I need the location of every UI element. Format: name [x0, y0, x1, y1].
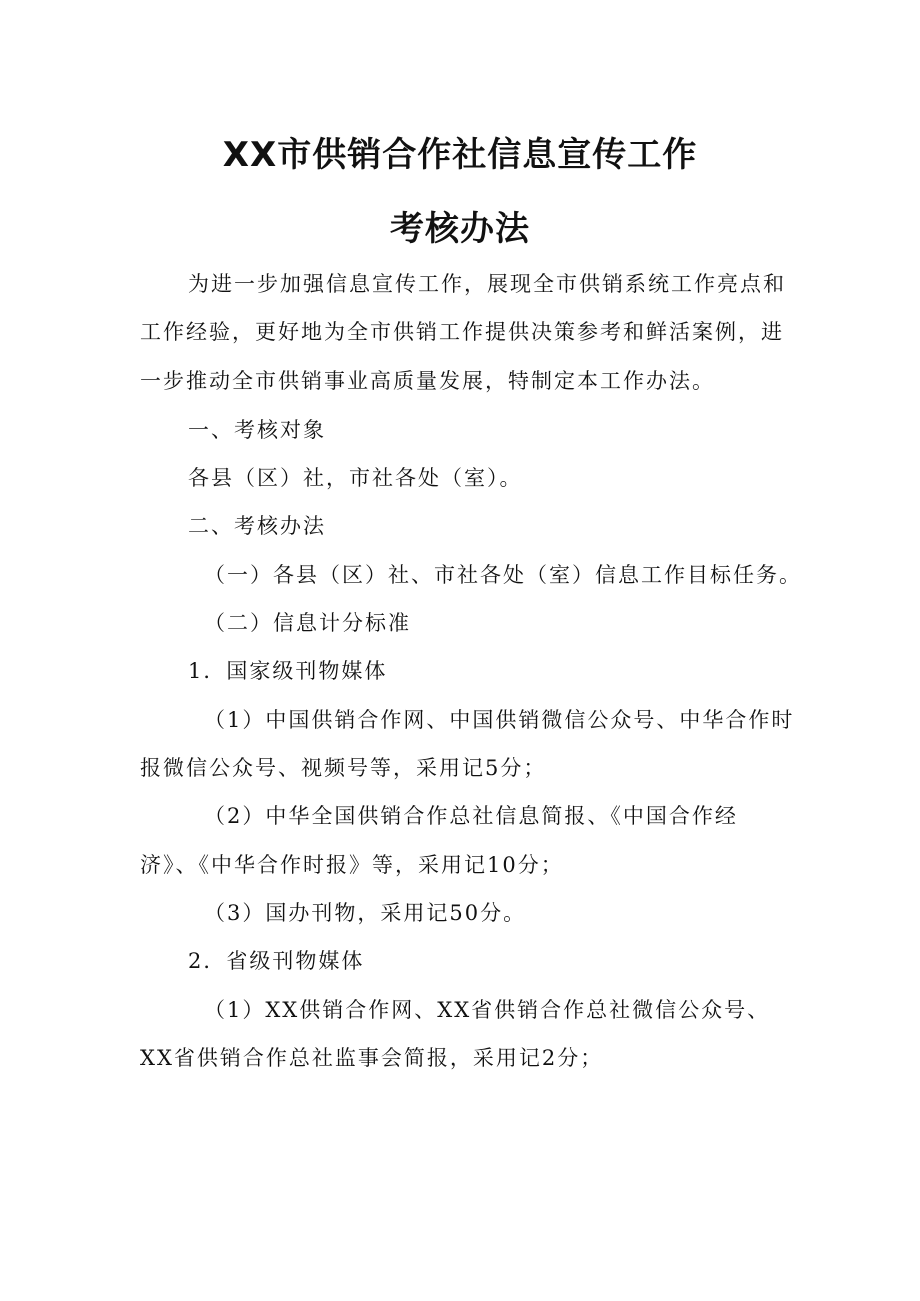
- document-subtitle: 考核办法: [390, 209, 530, 249]
- item-heading-2: 2．省级刊物媒体: [188, 949, 365, 973]
- subsection-2: （二）信息计分标准: [204, 611, 411, 635]
- section-heading-2: 二、考核办法: [188, 514, 326, 538]
- item-1-1-line-1: （1）中国供销合作网、中国供销微信公众号、中华合作时: [204, 708, 795, 732]
- subsection-1: （一）各县（区）社、市社各处（室）信息工作目标任务。: [204, 563, 802, 587]
- paragraph-line-1: 为进一步加强信息宣传工作，展现全市供销系统工作亮点和: [188, 272, 786, 296]
- paragraph-line-3: 一步推动全市供销事业高质量发展，特制定本工作办法。: [140, 369, 715, 393]
- item-1-2-line-2: 济》、《中华合作时报》等，采用记10分；: [140, 853, 564, 877]
- item-2-1-line-2: XX省供销合作总社监事会简报，采用记2分；: [140, 1046, 604, 1070]
- item-1-1-line-2: 报微信公众号、视频号等，采用记5分；: [140, 756, 547, 780]
- item-1-3: （3）国办刊物，采用记50分。: [204, 901, 527, 925]
- item-2-1-line-1: （1）XX供销合作网、XX省供销合作总社微信公众号、: [204, 998, 771, 1022]
- section-body-1: 各县（区）社，市社各处（室）。: [188, 466, 523, 490]
- item-1-2-line-1: （2）中华全国供销合作总社信息简报、《中国合作经: [204, 804, 738, 828]
- item-heading-1: 1．国家级刊物媒体: [188, 659, 388, 683]
- paragraph-line-2: 工作经验，更好地为全市供销工作提供决策参考和鲜活案例，进: [140, 320, 784, 344]
- document-title: XX市供销合作社信息宣传工作: [222, 135, 698, 175]
- section-heading-1: 一、考核对象: [188, 418, 326, 442]
